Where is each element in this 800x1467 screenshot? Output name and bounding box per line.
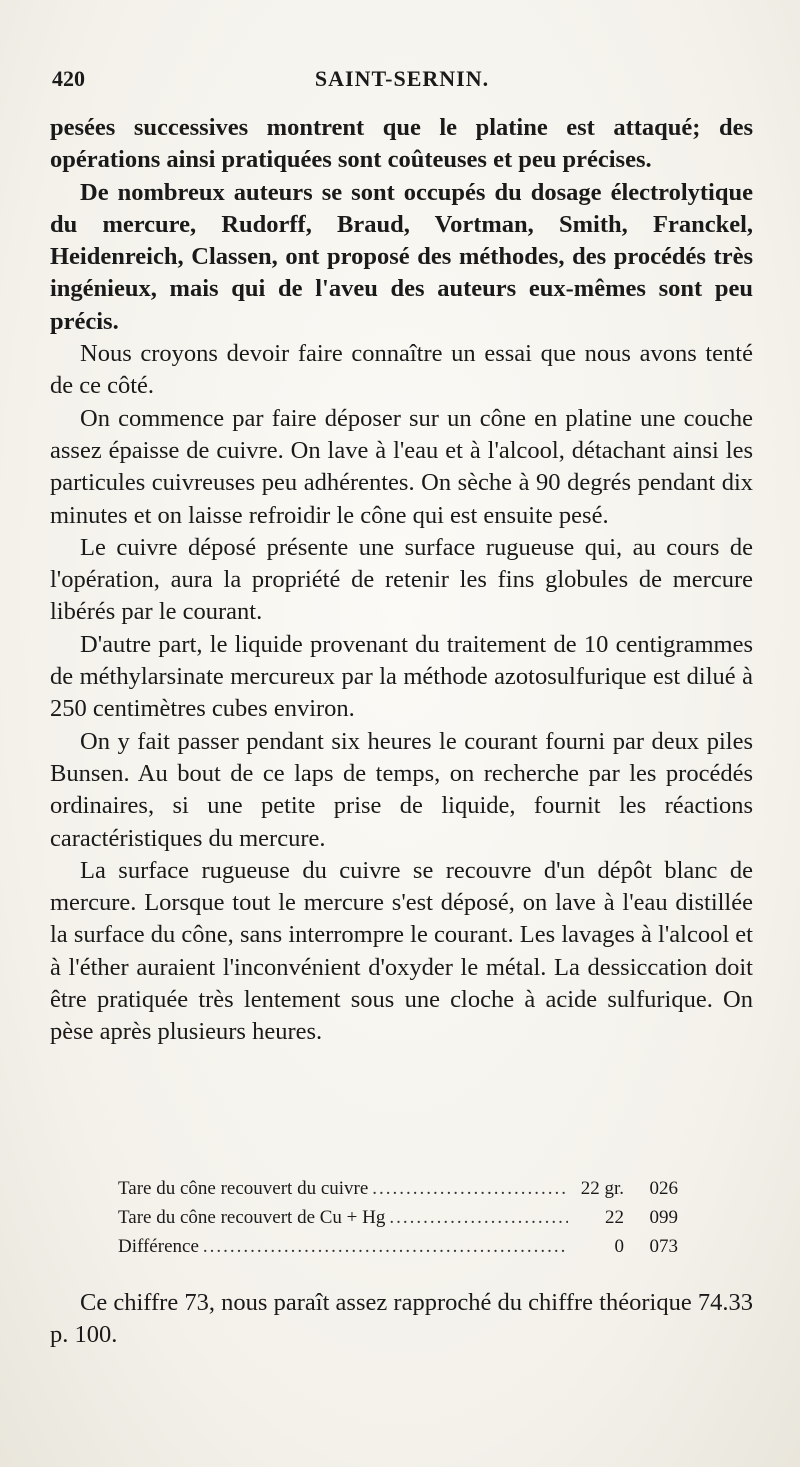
table-row-label: Tare du cône recouvert de Cu + Hg (118, 1207, 386, 1228)
paragraph: De nombreux auteurs se sont occupés du dosage électrolytique du mercure, Rudorff, Braud, Vortman, Smith, Franckel, Heidenreich, Classen, ont proposé des méthodes, des procédés très ingénieux, mais qui de l'aveu des auteurs eux-mêmes sont peu précis. (50, 178, 753, 335)
page-header (52, 66, 752, 96)
table-row (118, 1203, 678, 1232)
table-row (118, 1232, 678, 1261)
weight-table (118, 1174, 678, 1261)
table-row-label: Tare du cône recouvert du cuivre (118, 1178, 369, 1199)
paragraph: On commence par faire déposer sur un cône en platine une couche assez épaisse de cuivre. On lave à l'eau et à l'alcool, détachant ainsi les particules cuivreuses peu adhérentes. On sèche à 90 degrés pendant dix minutes et on laisse refroidir le cône qui est ensuite pesé. (50, 404, 753, 529)
paragraph: Ce chiffre 73, nous paraît assez rapproché du chiffre théorique 74.33 p. 100. (50, 1289, 753, 1349)
conclusion (50, 1287, 753, 1352)
leader-dots (203, 1232, 568, 1261)
paragraph: La surface rugueuse du cuivre se recouvre d'un dépôt blanc de mercure. Lorsque tout le mercure s'est déposé, on lave à l'eau distillée la surface du cône, sans interrompre le courant. Les lavages à l'alcool et à l'éther auraient l'inconvénient d'oxyder le métal. La dessiccation doit être pratiquée très lentement sous une cloche à acide sulfurique. On pèse après plusieurs heures. (50, 856, 753, 1046)
paragraph: pesées successives montrent que le platine est attaqué; des opérations ainsi pratiquées sont coûteuses et peu précises. (50, 114, 753, 174)
table-row-value-grams: 22 (605, 1207, 624, 1228)
table-row-value-grams: 0 (614, 1236, 624, 1257)
table-row-value-decimals: 099 (649, 1207, 678, 1228)
table-row-label: Différence (118, 1236, 199, 1257)
body-text (50, 112, 753, 1049)
leader-dots (372, 1174, 568, 1203)
running-head: SAINT-SERNIN. (314, 66, 490, 91)
table-row (118, 1174, 678, 1203)
table-row-value-decimals: 073 (649, 1236, 678, 1257)
page-number: 420 (52, 66, 85, 91)
paragraph: On y fait passer pendant six heures le courant fourni par deux piles Bunsen. Au bout de ce laps de temps, on recherche par les procédés ordinaires, si une petite prise de liquide, fournit les réactions caractéristiques du mercure. (50, 727, 753, 852)
table-row-value-decimals: 026 (649, 1178, 678, 1199)
leader-dots (389, 1203, 568, 1232)
paragraph: Nous croyons devoir faire connaître un essai que nous avons tenté de ce côté. (50, 340, 753, 400)
paragraph: D'autre part, le liquide provenant du traitement de 10 centigrammes de méthylarsinate mercureux par la méthode azotosulfurique est dilué à 250 centimètres cubes environ. (50, 630, 753, 723)
table-row-value-grams: 22 gr. (580, 1178, 624, 1199)
paragraph: Le cuivre déposé présente une surface rugueuse qui, au cours de l'opération, aura la propriété de retenir les fins globules de mercure libérés par le courant. (50, 533, 753, 626)
